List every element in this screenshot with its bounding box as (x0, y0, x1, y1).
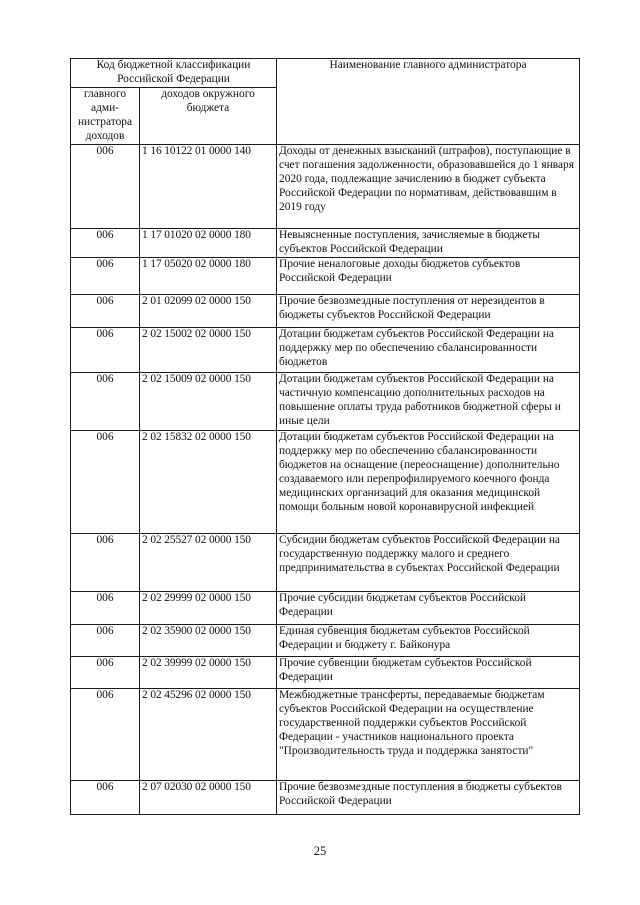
admin-code-cell: 006 (71, 295, 140, 328)
table-row (71, 295, 580, 328)
revenue-code-cell: 2 02 45296 02 0000 150 (140, 689, 277, 781)
table-body (71, 145, 580, 815)
table-row (71, 592, 580, 625)
revenue-code-cell: 2 02 25527 02 0000 150 (140, 534, 277, 592)
revenue-name-cell: Доходы от денежных взысканий (штрафов), поступающие в счет погашения задолженности, образовавшейся до 1 января 2020 года, подлежащие зачислению в бюджет субъекта Российской Федерации по нормативам, действовавшим в 2019 году (277, 145, 580, 229)
header-revenue-code: доходов окружного бюджета (140, 88, 277, 145)
revenue-name-cell: Невыясненные поступления, зачисляемые в бюджеты субъектов Российской Федерации (277, 229, 580, 258)
revenue-name-cell: Единая субвенция бюджетам субъектов Российской Федерации и бюджету г. Байконура (277, 625, 580, 657)
admin-code-cell: 006 (71, 625, 140, 657)
revenue-name-cell: Прочие неналоговые доходы бюджетов субъектов Российской Федерации (277, 258, 580, 295)
table-row (71, 657, 580, 689)
revenue-code-cell: 2 02 29999 02 0000 150 (140, 592, 277, 625)
admin-code-cell: 006 (71, 657, 140, 689)
admin-code-cell: 006 (71, 431, 140, 534)
revenue-name-cell: Прочие субвенции бюджетам субъектов Российской Федерации (277, 657, 580, 689)
revenue-name-cell: Дотации бюджетам субъектов Российской Федерации на частичную компенсацию дополнительных расходов на повышение оплаты труда работников бюджетной сферы и иные цели (277, 373, 580, 431)
admin-code-cell: 006 (71, 145, 140, 229)
table-row (71, 145, 580, 229)
revenue-code-cell: 2 02 15009 02 0000 150 (140, 373, 277, 431)
admin-code-cell: 006 (71, 689, 140, 781)
revenue-name-cell: Дотации бюджетам субъектов Российской Федерации на поддержку мер по обеспечению сбалансированности бюджетов на оснащение (переоснащение) дополнительно создаваемого или перепрофилируемого коечного фонда медицинских организаций для оказания медицинской помощи больным новой коронавирусной инфекцией (277, 431, 580, 534)
admin-code-cell: 006 (71, 781, 140, 815)
admin-code-cell: 006 (71, 592, 140, 625)
revenue-code-cell: 2 01 02099 02 0000 150 (140, 295, 277, 328)
revenue-name-cell: Прочие безвозмездные поступления в бюджеты субъектов Российской Федерации (277, 781, 580, 815)
revenue-name-cell: Прочие безвозмездные поступления от нерезидентов в бюджеты субъектов Российской Федерации (277, 295, 580, 328)
header-administrator-name: Наименование главного администратора (277, 59, 580, 145)
table-header-row (71, 59, 580, 88)
table-row (71, 431, 580, 534)
table-row (71, 373, 580, 431)
table-row (71, 781, 580, 815)
table-row (71, 625, 580, 657)
revenue-name-cell: Прочие субсидии бюджетам субъектов Российской Федерации (277, 592, 580, 625)
page-number: 25 (313, 844, 327, 858)
table-row (71, 689, 580, 781)
revenue-name-cell: Субсидии бюджетам субъектов Российской Федерации на государственную поддержку малого и среднего предпринимательства в субъектах Российской Федерации (277, 534, 580, 592)
budget-classification-table (70, 58, 580, 815)
admin-code-cell: 006 (71, 229, 140, 258)
revenue-code-cell: 2 07 02030 02 0000 150 (140, 781, 277, 815)
admin-code-cell: 006 (71, 328, 140, 373)
revenue-code-cell: 2 02 39999 02 0000 150 (140, 657, 277, 689)
revenue-name-cell: Межбюджетные трансферты, передаваемые бюджетам субъектов Российской Федерации на осуществление государственной поддержки субъектов Российской Федерации - участников национального проекта "Производительность труда и поддержка занятости" (277, 689, 580, 781)
revenue-code-cell: 2 02 15002 02 0000 150 (140, 328, 277, 373)
table-row (71, 328, 580, 373)
header-budget-classification: Код бюджетной классификации Российской Федерации (71, 59, 277, 88)
revenue-code-cell: 2 02 15832 02 0000 150 (140, 431, 277, 534)
revenue-code-cell: 1 16 10122 01 0000 140 (140, 145, 277, 229)
revenue-code-cell: 1 17 01020 02 0000 180 (140, 229, 277, 258)
table-row (71, 534, 580, 592)
admin-code-cell: 006 (71, 258, 140, 295)
header-main-administrator: главного адми-нистратора доходов (71, 88, 140, 145)
revenue-code-cell: 1 17 05020 02 0000 180 (140, 258, 277, 295)
admin-code-cell: 006 (71, 373, 140, 431)
revenue-code-cell: 2 02 35900 02 0000 150 (140, 625, 277, 657)
table-row (71, 258, 580, 295)
admin-code-cell: 006 (71, 534, 140, 592)
table-row (71, 229, 580, 258)
revenue-name-cell: Дотации бюджетам субъектов Российской Федерации на поддержку мер по обеспечению сбалансированности бюджетов (277, 328, 580, 373)
